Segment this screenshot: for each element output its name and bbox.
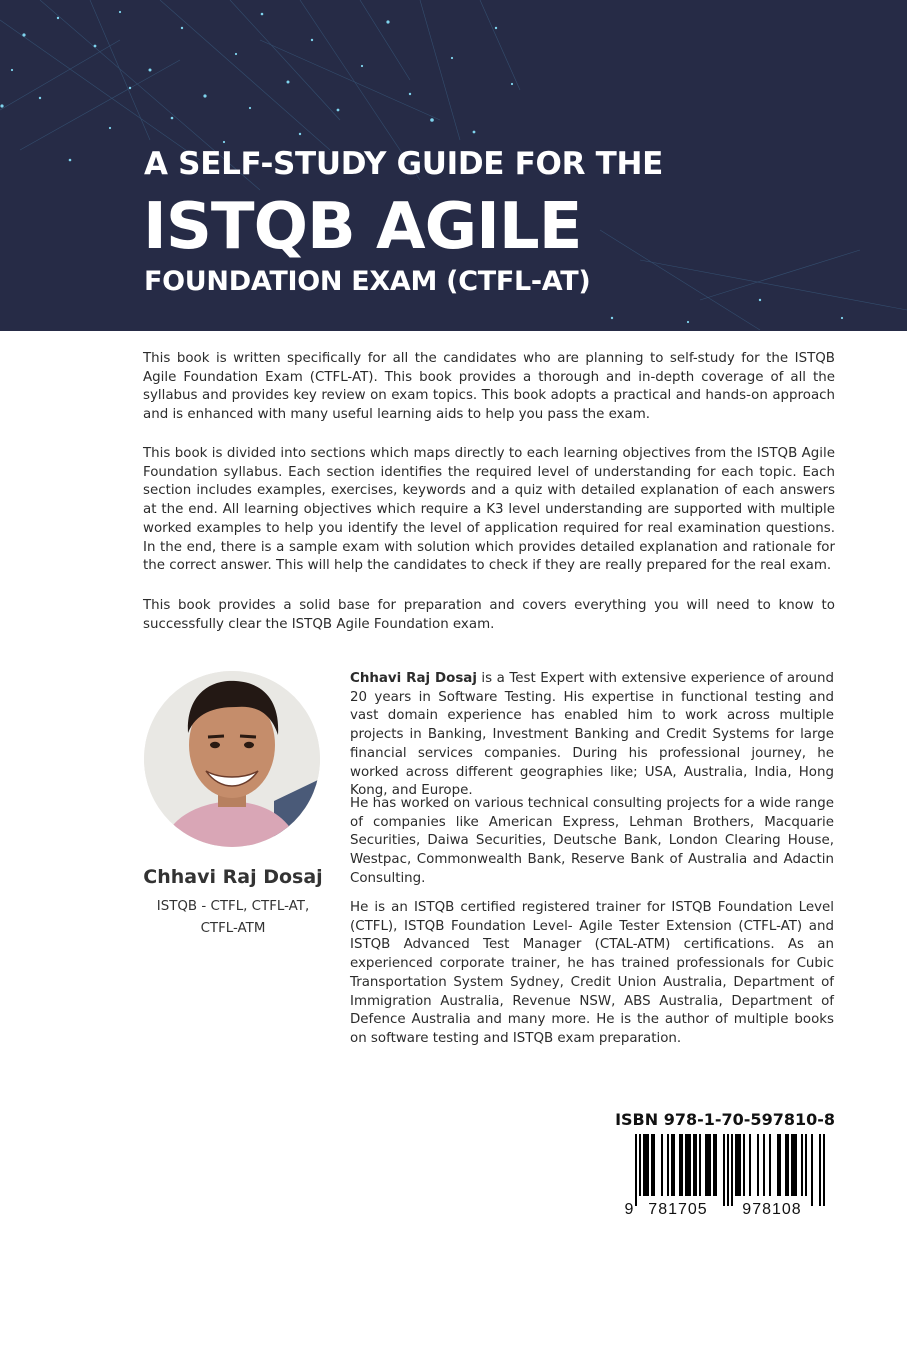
barcode-bar [695,1134,697,1206]
author-credentials-line: ISTQB - CTFL, CTFL-AT, [156,899,310,914]
barcode-bar [679,1134,681,1206]
author-bio-name: Chhavi Raj Dosaj [350,671,477,686]
barcode-bar [671,1134,673,1206]
isbn-barcode [623,1134,835,1220]
barcode-bar [801,1134,803,1206]
barcode-bar [661,1134,663,1206]
barcode-bar [791,1134,793,1206]
barcode-digits-right: 978108 [742,1201,802,1218]
author-credentials [133,896,333,940]
isbn-label: ISBN 978-1-70-597810-8 [615,1110,835,1129]
barcode-bar [643,1134,645,1206]
author-photo [144,671,320,847]
barcode-bar [787,1134,789,1206]
title-line-1: A SELF-STUDY GUIDE FOR THE [144,146,664,182]
barcode-bar [823,1134,825,1206]
author-bio-paragraph [350,670,834,801]
barcode-bar [793,1134,795,1206]
barcode-bar [785,1134,787,1206]
barcode-bar [707,1134,709,1206]
barcode-bar [757,1134,759,1206]
barcode-bar [723,1134,725,1206]
barcode-digit-lead: 9 [624,1201,634,1218]
barcode-bar [667,1134,669,1206]
author-bio-paragraph: He is an ISTQB certified registered trainer for ISTQB Foundation Level (CTFL), ISTQB Foundation Level- Agile Tester Extension (CTFL-AT) and ISTQB Advanced Test Manager (CTAL-ATM) certifications. As an experienced corporate trainer, he has trained professionals for Cubic Transportation System Sydney, Credit Union Australia, Department of Immigration Australia, Revenue NSW, ABS Australia, Department of Defence Australia and many more. He is the author of multiple books on software testing and ISTQB exam preparation. [350,900,834,1046]
author-portrait-illustration [144,671,320,847]
description-paragraph: This book is divided into sections which maps directly to each learning objectives from the ISTQB Agile Foundation syllabus. Each section identifies the required level of understanding for each topic. Each section includes examples, exercises, keywords and a quiz with detailed explanation of each answers at the end. All learning objectives which require a K3 level understanding are supported with multiple worked examples to help you identify the level of application required for real examination questions. In the end, there is a sample exam with solution which provides detailed explanation and rationale for the correct answer. This will help the candidates to check if they are really prepared for the real exam. [143,446,835,574]
description-paragraph: This book provides a solid base for preparation and covers everything you will need to know to successfully clear the ISTQB Agile Foundation exam. [143,598,835,632]
barcode-bar [693,1134,695,1206]
barcode-bar [737,1134,739,1206]
author-credentials-line: CTFL-ATM [200,921,266,936]
author-bio-paragraph: He has worked on various technical consulting projects for a wide range of companies like American Express, Lehman Brothers, Macquarie Securities, Daiwa Securities, Deutsche Bank, London Clearing House, Westpac, Commonwealth Bank, Reserve Bank of Australia and Adactin Consulting. [350,796,834,886]
barcode-bar [651,1134,653,1206]
barcode-bar [689,1134,691,1206]
title-line-3: FOUNDATION EXAM (CTFL-AT) [144,266,591,297]
barcode-bar [779,1134,781,1206]
author-bio-text: is a Test Expert with extensive experience of around 20 years in Software Testing. His expertise in functional testing and vast domain experience has enabled him to work across multiple projects in Banking, Investment Banking and Credit Systems for large financial services companies. During his professional journey, he worked across different geographies like; USA, Australia, India, Hong Kong, and Europe. [350,671,834,799]
barcode-bar [749,1134,751,1206]
barcode-bar [735,1134,737,1206]
barcode-bar [639,1134,641,1206]
barcode-bar [647,1134,649,1206]
barcode-bar [635,1134,637,1206]
barcode-bar [681,1134,683,1206]
barcode-bar [731,1134,733,1206]
barcode-bar [811,1134,813,1206]
barcode-bar [715,1134,717,1206]
barcode-bar [673,1134,675,1206]
barcode-bar [699,1134,701,1206]
barcode-bar [777,1134,779,1206]
barcode-bar [705,1134,707,1206]
barcode-bar [743,1134,745,1206]
barcode-bar [763,1134,765,1206]
barcode-digits-left: 781705 [648,1201,708,1218]
cover-header [0,0,907,331]
description-paragraph: This book is written specifically for all the candidates who are planning to self-study for the ISTQB Agile Foundation Exam (CTFL-AT). This book provides a thorough and in-depth coverage of all the syllabus and provides key review on exam topics. This book adopts a practical and hands-on approach and is enhanced with many useful learning aids to help you pass the exam. [143,351,835,423]
barcode-bar [713,1134,715,1206]
title-line-2: ISTQB AGILE [143,190,582,264]
barcode-bar [709,1134,711,1206]
barcode-bar [805,1134,807,1206]
barcode-bar [685,1134,687,1206]
barcode-bar [795,1134,797,1206]
barcode-bar [687,1134,689,1206]
barcode-bar [819,1134,821,1206]
barcode-bar [653,1134,655,1206]
barcode-bar [645,1134,647,1206]
author-name: Chhavi Raj Dosaj [143,866,323,888]
barcode-bar [739,1134,741,1206]
barcode-bar [727,1134,729,1206]
barcode-bar [769,1134,771,1206]
